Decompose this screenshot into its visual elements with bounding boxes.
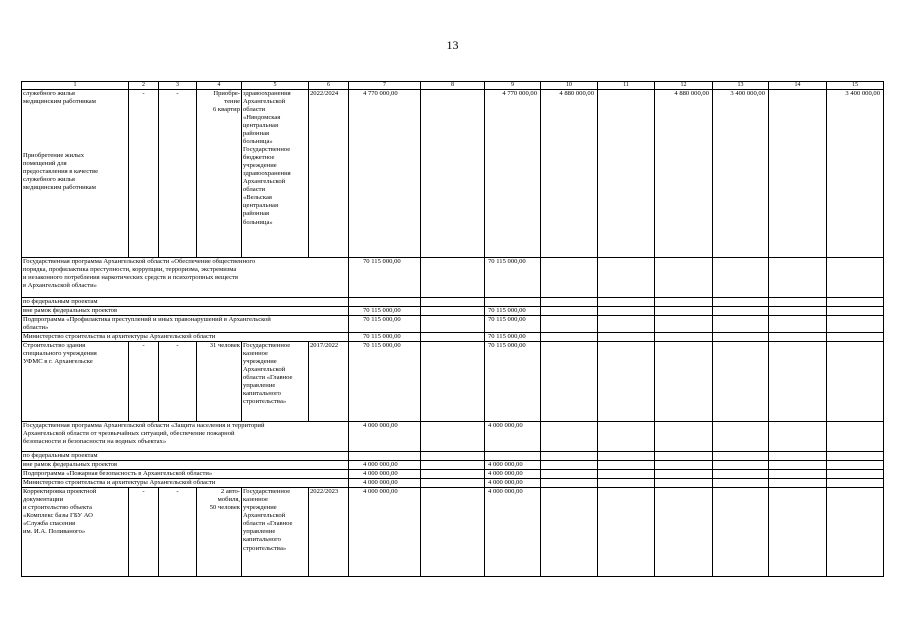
col-header: 9 <box>485 82 541 90</box>
ministry-row <box>22 333 884 342</box>
table-cell <box>421 307 485 316</box>
federal-projects-row <box>22 298 884 307</box>
col-header: 8 <box>421 82 485 90</box>
customer: Государственное бюджетное учреждение здравоохранения Архангельской области «Вельская центральная районная больница» <box>243 146 291 226</box>
table-cell <box>541 298 598 307</box>
table-cell <box>655 488 713 577</box>
table-cell <box>827 479 884 488</box>
row-label: Министерство строительства и архитектуры Архангельской области <box>22 479 349 488</box>
amount-cell: 4 000 000,00 <box>349 479 421 488</box>
table-cell <box>421 488 485 577</box>
table-cell <box>713 258 769 298</box>
table-cell <box>655 342 713 422</box>
amount-cell: 4 000 000,00 <box>485 461 541 470</box>
table-cell <box>769 258 827 298</box>
col-header: 6 <box>309 82 349 90</box>
amount-cell: 4 000 000,00 <box>349 470 421 479</box>
table-cell <box>827 298 884 307</box>
table-cell <box>769 488 827 577</box>
table-cell: - <box>129 488 159 577</box>
table-cell <box>598 90 655 258</box>
table-cell <box>541 307 598 316</box>
program-row <box>22 258 884 298</box>
table-cell <box>421 479 485 488</box>
table-cell <box>827 258 884 298</box>
table-cell <box>769 307 827 316</box>
subprogram-row <box>22 316 884 333</box>
row-label: по федеральным проектам <box>22 452 349 461</box>
table-cell <box>769 470 827 479</box>
amount-cell: 70 115 000,00 <box>485 258 541 298</box>
col-header: 7 <box>349 82 421 90</box>
table-cell <box>655 307 713 316</box>
table-row <box>22 488 884 577</box>
amount-cell: 4 000 000,00 <box>349 422 421 452</box>
table-cell <box>827 452 884 461</box>
table-cell <box>769 90 827 258</box>
period-cell: 2017/2022 <box>309 342 349 422</box>
table-cell: - <box>159 488 197 577</box>
budget-table <box>21 81 884 577</box>
table-cell <box>598 479 655 488</box>
table-cell <box>598 333 655 342</box>
table-cell <box>598 452 655 461</box>
col-header: 13 <box>713 82 769 90</box>
amount-cell: 4 880 000,00 <box>541 90 598 258</box>
program-title: Государственная программа Архангельской области «Защита населения и территорий Архангельской области от чрезвычайных ситуаций, обеспечение пожарной безопасности и безопасности на водных объектах» <box>22 422 349 452</box>
amount-cell: 4 770 000,00 <box>485 90 541 258</box>
capacity-cell: 2 авто- мобиля, 50 человек <box>197 488 242 577</box>
table-cell <box>713 461 769 470</box>
table-cell <box>598 342 655 422</box>
object-name: Строительство здания специального учреждения УФМС в г. Архангельске <box>22 342 129 422</box>
table-cell <box>655 452 713 461</box>
table-cell <box>598 258 655 298</box>
table-cell <box>655 298 713 307</box>
customer-cell: Государственное казенное учреждение Архангельской области «Главное управление капитального строительства» <box>242 488 309 577</box>
customer-cell <box>242 90 309 258</box>
ministry-row <box>22 479 884 488</box>
amount-cell: 70 115 000,00 <box>349 333 421 342</box>
row-label: Подпрограмма «Пожарная безопасность в Архангельской области» <box>22 470 349 479</box>
program-row <box>22 422 884 452</box>
table-cell <box>541 488 598 577</box>
table-cell: - <box>159 342 197 422</box>
amount-cell: 70 115 000,00 <box>485 342 541 422</box>
capacity-cell: Приобре- тение 6 квартир <box>197 90 242 258</box>
table-cell <box>421 342 485 422</box>
table-cell <box>769 461 827 470</box>
table-cell <box>598 422 655 452</box>
row-label: Министерство строительства и архитектуры Архангельской области <box>22 333 349 342</box>
amount-cell: 70 115 000,00 <box>349 307 421 316</box>
row-label: по федеральным проектам <box>22 298 349 307</box>
col-header: 10 <box>541 82 598 90</box>
table-cell <box>769 479 827 488</box>
table-cell <box>541 479 598 488</box>
table-cell <box>598 470 655 479</box>
table-cell <box>827 470 884 479</box>
amount-cell: 3 400 000,00 <box>827 90 884 258</box>
table-cell <box>655 422 713 452</box>
object-name: Корректировка проектной документации и строительство объекта «Комплекс базы ГБУ АО «Служба спасения им. И.А. Поливаного» <box>22 488 129 577</box>
table-cell <box>713 307 769 316</box>
table-cell <box>713 298 769 307</box>
row-label: Подпрограмма «Профилактика преступлений и иных правонарушений в Архангельской области» <box>22 316 349 333</box>
table-cell <box>349 452 421 461</box>
col-header: 2 <box>129 82 159 90</box>
col-header: 1 <box>22 82 129 90</box>
table-cell <box>827 316 884 333</box>
table-cell <box>713 470 769 479</box>
table-cell <box>421 298 485 307</box>
table-cell <box>827 461 884 470</box>
subprogram-row <box>22 470 884 479</box>
table-cell <box>769 452 827 461</box>
col-header: 3 <box>159 82 197 90</box>
object-name-cell <box>22 90 129 258</box>
table-cell <box>598 307 655 316</box>
table-cell <box>598 316 655 333</box>
table-cell <box>541 316 598 333</box>
table-cell <box>421 316 485 333</box>
row-label: вне рамок федеральных проектов <box>22 461 349 470</box>
table-cell <box>485 298 541 307</box>
page-number: 13 <box>446 38 459 52</box>
table-cell <box>541 258 598 298</box>
table-row <box>22 90 884 258</box>
table-cell <box>421 258 485 298</box>
table-cell <box>541 422 598 452</box>
table-cell <box>349 298 421 307</box>
table-cell <box>769 316 827 333</box>
table-cell <box>421 90 485 258</box>
table-cell <box>827 422 884 452</box>
outside-federal-row <box>22 307 884 316</box>
amount-cell: 3 400 000,00 <box>713 90 769 258</box>
amount-cell: 70 115 000,00 <box>485 316 541 333</box>
table-cell <box>485 452 541 461</box>
table-cell <box>655 316 713 333</box>
table-cell <box>598 298 655 307</box>
table-cell <box>655 479 713 488</box>
table-cell: - <box>159 90 197 258</box>
table-cell <box>827 488 884 577</box>
table-cell <box>541 342 598 422</box>
amount-cell: 70 115 000,00 <box>349 342 421 422</box>
amount-cell: 4 000 000,00 <box>485 479 541 488</box>
amount-cell: 4 770 000,00 <box>349 90 421 258</box>
table-cell <box>827 307 884 316</box>
table-cell <box>541 461 598 470</box>
table-cell <box>713 342 769 422</box>
table-cell: - <box>129 342 159 422</box>
program-title: Государственная программа Архангельской области «Обеспечение общественного порядка, профилактика преступности, коррупции, терроризма, экстремизма и незаконного потребления наркотических средств и психотропных веществ в Архангельской области» <box>22 258 349 298</box>
table-cell <box>827 342 884 422</box>
amount-cell: 4 000 000,00 <box>349 488 421 577</box>
table-cell <box>827 333 884 342</box>
amount-cell: 4 000 000,00 <box>485 422 541 452</box>
table-cell <box>421 452 485 461</box>
table-cell <box>713 452 769 461</box>
table-cell <box>655 461 713 470</box>
table-cell <box>713 333 769 342</box>
period-cell: 2022/2023 <box>309 488 349 577</box>
table-cell <box>421 333 485 342</box>
amount-cell: 4 000 000,00 <box>485 470 541 479</box>
table-cell <box>713 488 769 577</box>
table-cell <box>421 461 485 470</box>
table-cell <box>713 316 769 333</box>
amount-cell: 70 115 000,00 <box>485 333 541 342</box>
amount-cell: 4 880 000,00 <box>655 90 713 258</box>
customer-cell: Государственное казенное учреждение Архангельской области «Главное управление капитального строительства» <box>242 342 309 422</box>
capacity-cell: 31 человек <box>197 342 242 422</box>
column-numbers-row <box>22 82 884 90</box>
amount-cell: 70 115 000,00 <box>485 307 541 316</box>
amount-cell: 4 000 000,00 <box>349 461 421 470</box>
table-cell <box>769 333 827 342</box>
table-cell <box>598 461 655 470</box>
table-cell <box>655 258 713 298</box>
federal-projects-row <box>22 452 884 461</box>
col-header: 4 <box>197 82 242 90</box>
table-cell: - <box>129 90 159 258</box>
table-cell <box>769 422 827 452</box>
customer-continued: здравоохранения Архангельской области «Няндомская центральная районная больница» <box>243 90 291 146</box>
amount-cell: 70 115 000,00 <box>349 258 421 298</box>
period-cell: 2022/2024 <box>309 90 349 258</box>
table-cell <box>541 452 598 461</box>
object-name: Приобретение жилых помещений для предоставления в качестве служебного жилья медицинским работникам <box>23 152 99 192</box>
table-cell <box>655 333 713 342</box>
col-header: 15 <box>827 82 884 90</box>
col-header: 14 <box>769 82 827 90</box>
col-header: 12 <box>655 82 713 90</box>
amount-cell: 70 115 000,00 <box>349 316 421 333</box>
table-cell <box>713 479 769 488</box>
table-cell <box>598 488 655 577</box>
row-label: вне рамок федеральных проектов <box>22 307 349 316</box>
table-cell <box>541 333 598 342</box>
outside-federal-row <box>22 461 884 470</box>
object-name-continued: служебного жилья медицинским работникам <box>23 90 96 106</box>
table-cell <box>421 470 485 479</box>
table-cell <box>421 422 485 452</box>
col-header: 5 <box>242 82 309 90</box>
col-header: 11 <box>598 82 655 90</box>
amount-cell: 4 000 000,00 <box>485 488 541 577</box>
table-cell <box>769 342 827 422</box>
table-cell <box>769 298 827 307</box>
table-cell <box>655 470 713 479</box>
table-row <box>22 342 884 422</box>
table-cell <box>713 422 769 452</box>
table-cell <box>541 470 598 479</box>
